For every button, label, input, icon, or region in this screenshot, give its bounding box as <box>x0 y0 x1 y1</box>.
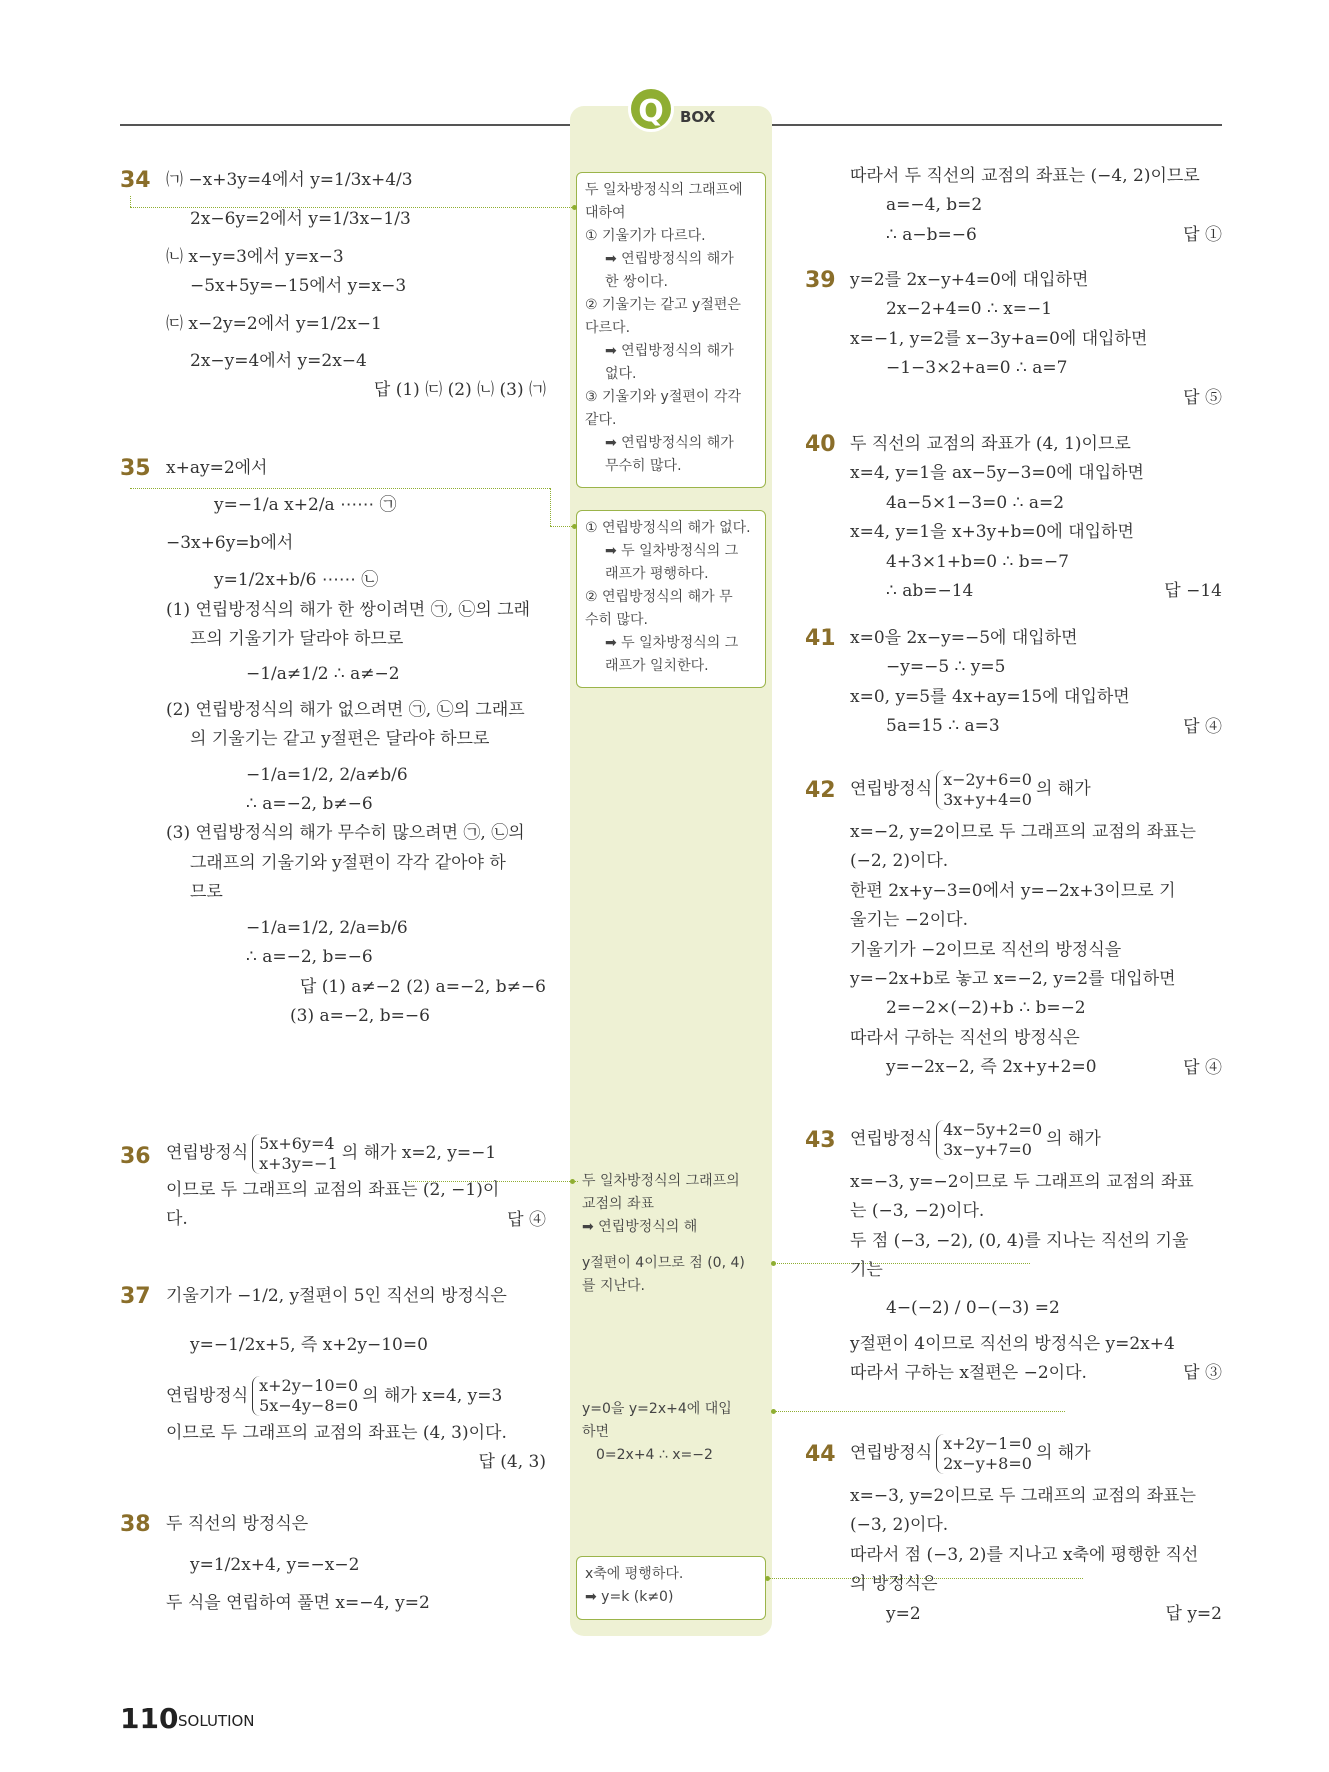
math-line: 4+3×1+b=0 ∴ b=−7 <box>886 551 1069 572</box>
solution-40 <box>850 430 1222 607</box>
leader-line-35-v <box>550 488 551 526</box>
problem-number: 36 <box>120 1144 151 1169</box>
problem-number: 44 <box>805 1442 836 1467</box>
solution-41 <box>850 624 1222 742</box>
solution-35 <box>166 454 546 1031</box>
note-line: 래프가 평행하다. <box>605 566 709 582</box>
problem-number: 37 <box>120 1284 151 1309</box>
note-line: 없다. <box>605 366 637 382</box>
qbox-note-y-intercept <box>582 1252 767 1298</box>
math-text: 연립방정식 <box>850 1129 933 1149</box>
answer-40: 답 −14 <box>1164 581 1222 602</box>
math-line: 2x−6y=2에서 y=1/3x−1/3 <box>190 209 411 230</box>
note-line: x축에 평행하다. <box>585 1566 684 1582</box>
answer-42: 답 ④ <box>1183 1057 1222 1078</box>
math-line: ㈀ −x+3y=4에서 y=1/3x+4/3 <box>166 170 413 190</box>
solution-34 <box>166 166 546 406</box>
math-line: 2=−2×(−2)+b ∴ b=−2 <box>886 998 1086 1019</box>
problem-number: 42 <box>805 778 836 803</box>
answer-37: 답 (4, 3) <box>478 1452 546 1473</box>
note-line: y=0을 y=2x+4에 대입 <box>582 1401 732 1417</box>
math-text: 의 해가 <box>1035 779 1091 799</box>
math-line: −3x+6y=b에서 <box>166 532 294 553</box>
math-line: 한편 2x+y−3=0에서 y=−2x+3이므로 기 <box>850 880 1176 901</box>
equation-system <box>252 1134 338 1174</box>
note-line: ➡ y=k (k≠0) <box>585 1589 674 1605</box>
equation: 3x+y+4=0 <box>943 789 1032 809</box>
math-line: 이므로 두 그래프의 교점의 좌표는 (4, 3)이다. <box>166 1422 507 1443</box>
equation: 5x+6y=4 <box>259 1133 335 1153</box>
math-text: 의 해가 x=2, y=−1 <box>341 1143 497 1163</box>
answer-38: 답 ① <box>1183 225 1222 246</box>
math-text: 의 해가 <box>1046 1129 1101 1149</box>
problem-number: 34 <box>120 168 151 193</box>
equation: x+3y=−1 <box>259 1153 338 1173</box>
math-line: 그래프의 기울기와 y절편이 각각 같아야 하 <box>190 852 506 873</box>
math-line: 기울기가 −1/2, y절편이 5인 직선의 방정식은 <box>166 1286 507 1306</box>
note-line: 하면 <box>582 1424 610 1440</box>
math-line: (−2, 2)이다. <box>850 851 949 872</box>
solution-38 <box>166 1510 546 1618</box>
note-line: 래프가 일치한다. <box>605 658 709 674</box>
note-line: ② 연립방정식의 해가 무 <box>585 589 733 605</box>
qbox-note-graph-cases <box>576 172 766 488</box>
math-line: 기울기가 −2이므로 직선의 방정식을 <box>850 939 1122 960</box>
math-line: 두 직선의 방정식은 <box>166 1514 309 1534</box>
note-line: 대하여 <box>585 205 626 221</box>
note-line: 같다. <box>585 412 617 428</box>
page-number: 110 <box>120 1702 179 1735</box>
answer-34: 답 (1) ㈂ (2) ㈁ (3) ㈀ <box>373 380 546 401</box>
leader-dot <box>572 524 577 529</box>
math-line: 기는 <box>850 1260 883 1281</box>
equation-system <box>936 770 1032 810</box>
math-line: −1/a=1/2, 2/a≠b/6 <box>246 764 408 785</box>
math-line: ∴ a=−2, b≠−6 <box>246 794 373 815</box>
answer-35: 답 (1) a≠−2 (2) a=−2, b≠−6 <box>299 976 546 997</box>
equation: 5x−4y−8=0 <box>259 1396 359 1416</box>
math-line: 의 기울기는 같고 y절편은 달라야 하므로 <box>190 729 490 750</box>
math-line: x=−1, y=2를 x−3y+a=0에 대입하면 <box>850 328 1148 349</box>
math-line: y=2를 2x−y+4=0에 대입하면 <box>850 270 1089 290</box>
math-line: y절편이 4이므로 직선의 방정식은 y=2x+4 <box>850 1333 1175 1354</box>
math-line: x=−3, y=−2이므로 두 그래프의 교점의 좌표 <box>850 1172 1194 1192</box>
equation-system <box>936 1120 1042 1160</box>
qbox-note-parallel-x-axis <box>576 1556 766 1620</box>
math-line: 의 방정식은 <box>850 1574 938 1595</box>
problem-number: 38 <box>120 1512 151 1537</box>
math-line: 따라서 구하는 x절편은 −2이다. <box>850 1363 1087 1384</box>
note-line: ➡ 연립방정식의 해가 <box>605 343 734 359</box>
solution-36 <box>166 1130 546 1235</box>
answer-36: 답 ④ <box>507 1209 546 1230</box>
leader-dot <box>570 1179 575 1184</box>
math-line: 두 직선의 교점의 좌표가 (4, 1)이므로 <box>850 434 1131 454</box>
math-line: ㈂ x−2y=2에서 y=1/2x−1 <box>166 313 382 334</box>
math-line: a=−4, b=2 <box>886 195 983 216</box>
qbox-badge: Q <box>628 86 674 132</box>
math-line: y=2 <box>886 1603 921 1624</box>
math-text: 의 해가 <box>1035 1443 1091 1463</box>
math-line: 따라서 점 (−3, 2)를 지나고 x축에 평행한 직선 <box>850 1544 1199 1565</box>
leader-dot <box>771 1261 776 1266</box>
math-line: 이므로 두 그래프의 교점의 좌표는 (2, −1)이 <box>166 1180 500 1200</box>
note-line: 두 일차방정식의 그래프의 <box>582 1173 740 1189</box>
note-line: ① 기울기가 다르다. <box>585 228 706 244</box>
math-line: x=0을 2x−y=−5에 대입하면 <box>850 628 1078 648</box>
note-line: ➡ 연립방정식의 해가 <box>605 435 734 451</box>
math-line: y=−2x−2, 즉 2x+y+2=0 <box>886 1057 1097 1078</box>
note-line: ③ 기울기와 y절편이 각각 <box>585 389 741 405</box>
math-line: 2x−2+4=0 ∴ x=−1 <box>886 299 1053 320</box>
leader-line-43b <box>775 1411 1065 1412</box>
math-line: (2) 연립방정식의 해가 없으려면 ㉠, ㉡의 그래프 <box>166 699 525 720</box>
note-line: 다르다. <box>585 320 631 336</box>
problem-number: 43 <box>805 1128 836 1153</box>
math-line: 프의 기울기가 달라야 하므로 <box>190 629 404 650</box>
note-line: ➡ 연립방정식의 해가 <box>605 251 734 267</box>
math-line: y=1/2x+b/6 ⋯⋯ ㉡ <box>214 570 379 591</box>
note-line: ➡ 두 일차방정식의 그 <box>605 543 739 559</box>
leader-dot <box>765 1576 770 1581</box>
math-line: x=4, y=1을 x+3y+b=0에 대입하면 <box>850 522 1134 543</box>
math-line: x=−3, y=2이므로 두 그래프의 교점의 좌표는 <box>850 1486 1196 1506</box>
solution-39 <box>850 266 1222 413</box>
math-line: y=1/2x+4, y=−x−2 <box>190 1555 360 1576</box>
solution-42 <box>850 766 1222 1083</box>
note-line: 두 일차방정식의 그래프에 <box>585 182 743 198</box>
solution-37 <box>166 1282 546 1478</box>
equation: x−2y+6=0 <box>943 769 1032 789</box>
note-line: ➡ 두 일차방정식의 그 <box>605 635 739 651</box>
math-line: 므로 <box>190 882 223 903</box>
note-line: 무수히 많다. <box>605 458 682 474</box>
math-line: x=4, y=1을 ax−5y−3=0에 대입하면 <box>850 463 1144 484</box>
math-line: 울기는 −2이다. <box>850 910 968 931</box>
equation: 2x−y+8=0 <box>943 1453 1032 1473</box>
math-text: 연립방정식 <box>166 1385 249 1406</box>
answer-44: 답 y=2 <box>1165 1604 1222 1625</box>
equation-system <box>936 1434 1032 1474</box>
math-text: 의 해가 x=4, y=3 <box>362 1385 503 1406</box>
math-line: 2x−y=4에서 y=2x−4 <box>190 351 367 372</box>
equation: x+2y−10=0 <box>259 1376 359 1396</box>
math-line: 두 식을 연립하여 풀면 x=−4, y=2 <box>166 1592 430 1613</box>
math-line: −1/a=1/2, 2/a=b/6 <box>246 917 408 938</box>
qbox-note-intersection <box>582 1170 767 1239</box>
math-line: ∴ ab=−14 <box>886 581 974 602</box>
math-line: −1/a≠1/2 ∴ a≠−2 <box>246 664 400 685</box>
answer-43: 답 ③ <box>1183 1363 1222 1384</box>
math-line: y=−1/2x+5, 즉 x+2y−10=0 <box>190 1335 428 1356</box>
note-line: 를 지난다. <box>582 1278 645 1294</box>
problem-number: 35 <box>120 456 151 481</box>
math-text: 연립방정식 <box>850 1443 933 1463</box>
problem-number: 39 <box>805 268 836 293</box>
equation: x+2y−1=0 <box>943 1433 1032 1453</box>
leader-dot <box>572 205 577 210</box>
math-line: 4a−5×1−3=0 ∴ a=2 <box>886 492 1065 513</box>
equation-system <box>252 1376 358 1416</box>
note-line: ➡ 연립방정식의 해 <box>582 1219 698 1235</box>
math-line: −1−3×2+a=0 ∴ a=7 <box>886 358 1068 379</box>
solution-44 <box>850 1430 1222 1629</box>
math-line: 는 (−3, −2)이다. <box>850 1201 985 1222</box>
answer-39: 답 ⑤ <box>1183 387 1222 408</box>
math-line: −5x+5y=−15에서 y=x−3 <box>190 276 407 297</box>
equation: 4x−5y+2=0 <box>943 1119 1043 1139</box>
note-line: 0=2x+4 ∴ x=−2 <box>596 1447 713 1463</box>
math-line: x=−2, y=2이므로 두 그래프의 교점의 좌표는 <box>850 822 1196 842</box>
math-line: 다. <box>166 1209 188 1230</box>
math-line: ∴ a=−2, b=−6 <box>246 947 373 968</box>
note-line: 교점의 좌표 <box>582 1196 655 1212</box>
note-line: ① 연립방정식의 해가 없다. <box>585 520 751 536</box>
math-line: 5a=15 ∴ a=3 <box>886 716 1000 737</box>
solution-43 <box>850 1116 1222 1389</box>
math-line: ㈁ x−y=3에서 y=x−3 <box>166 246 344 267</box>
note-line: y절편이 4이므로 점 (0, 4) <box>582 1255 745 1271</box>
answer-41: 답 ④ <box>1183 716 1222 737</box>
equation: 3x−y+7=0 <box>943 1139 1032 1159</box>
math-line: x+ay=2에서 <box>166 458 268 478</box>
math-line: 4−(−2) / 0−(−3) =2 <box>886 1297 1060 1318</box>
math-line: (−3, 2)이다. <box>850 1515 949 1536</box>
math-text: 연립방정식 <box>850 779 933 799</box>
problem-number: 40 <box>805 432 836 457</box>
math-line: (3) 연립방정식의 해가 무수히 많으려면 ㉠, ㉡의 <box>166 823 525 844</box>
leader-line-34-tick <box>130 196 131 207</box>
math-line: 따라서 두 직선의 교점의 좌표는 (−4, 2)이므로 <box>850 166 1200 186</box>
leader-dot <box>771 1409 776 1414</box>
footer-label: SOLUTION <box>178 1712 255 1730</box>
math-line: ∴ a−b=−6 <box>886 224 977 245</box>
math-line: 따라서 구하는 직선의 방정식은 <box>850 1027 1080 1048</box>
math-text: 연립방정식 <box>166 1143 249 1163</box>
solution-38-cont <box>850 162 1222 251</box>
qbox-note-solutions <box>576 510 766 688</box>
math-line: y=−2x+b로 놓고 x=−2, y=2를 대입하면 <box>850 969 1176 990</box>
math-line: (1) 연립방정식의 해가 한 쌍이려면 ㉠, ㉡의 그래 <box>166 599 531 620</box>
math-line: y=−1/a x+2/a ⋯⋯ ㉠ <box>214 495 397 516</box>
problem-number: 41 <box>805 626 836 651</box>
math-line: −y=−5 ∴ y=5 <box>886 657 1006 678</box>
qbox-note-x-intercept <box>582 1398 767 1467</box>
note-line: ② 기울기는 같고 y절편은 <box>585 297 741 313</box>
qbox-label: BOX <box>680 108 716 126</box>
math-line: x=0, y=5를 4x+ay=15에 대입하면 <box>850 686 1130 707</box>
answer-35-cont: (3) a=−2, b=−6 <box>290 1005 430 1026</box>
math-line: 두 점 (−3, −2), (0, 4)를 지나는 직선의 기울 <box>850 1230 1189 1251</box>
note-line: 한 쌍이다. <box>605 274 668 290</box>
note-line: 수히 많다. <box>585 612 648 628</box>
